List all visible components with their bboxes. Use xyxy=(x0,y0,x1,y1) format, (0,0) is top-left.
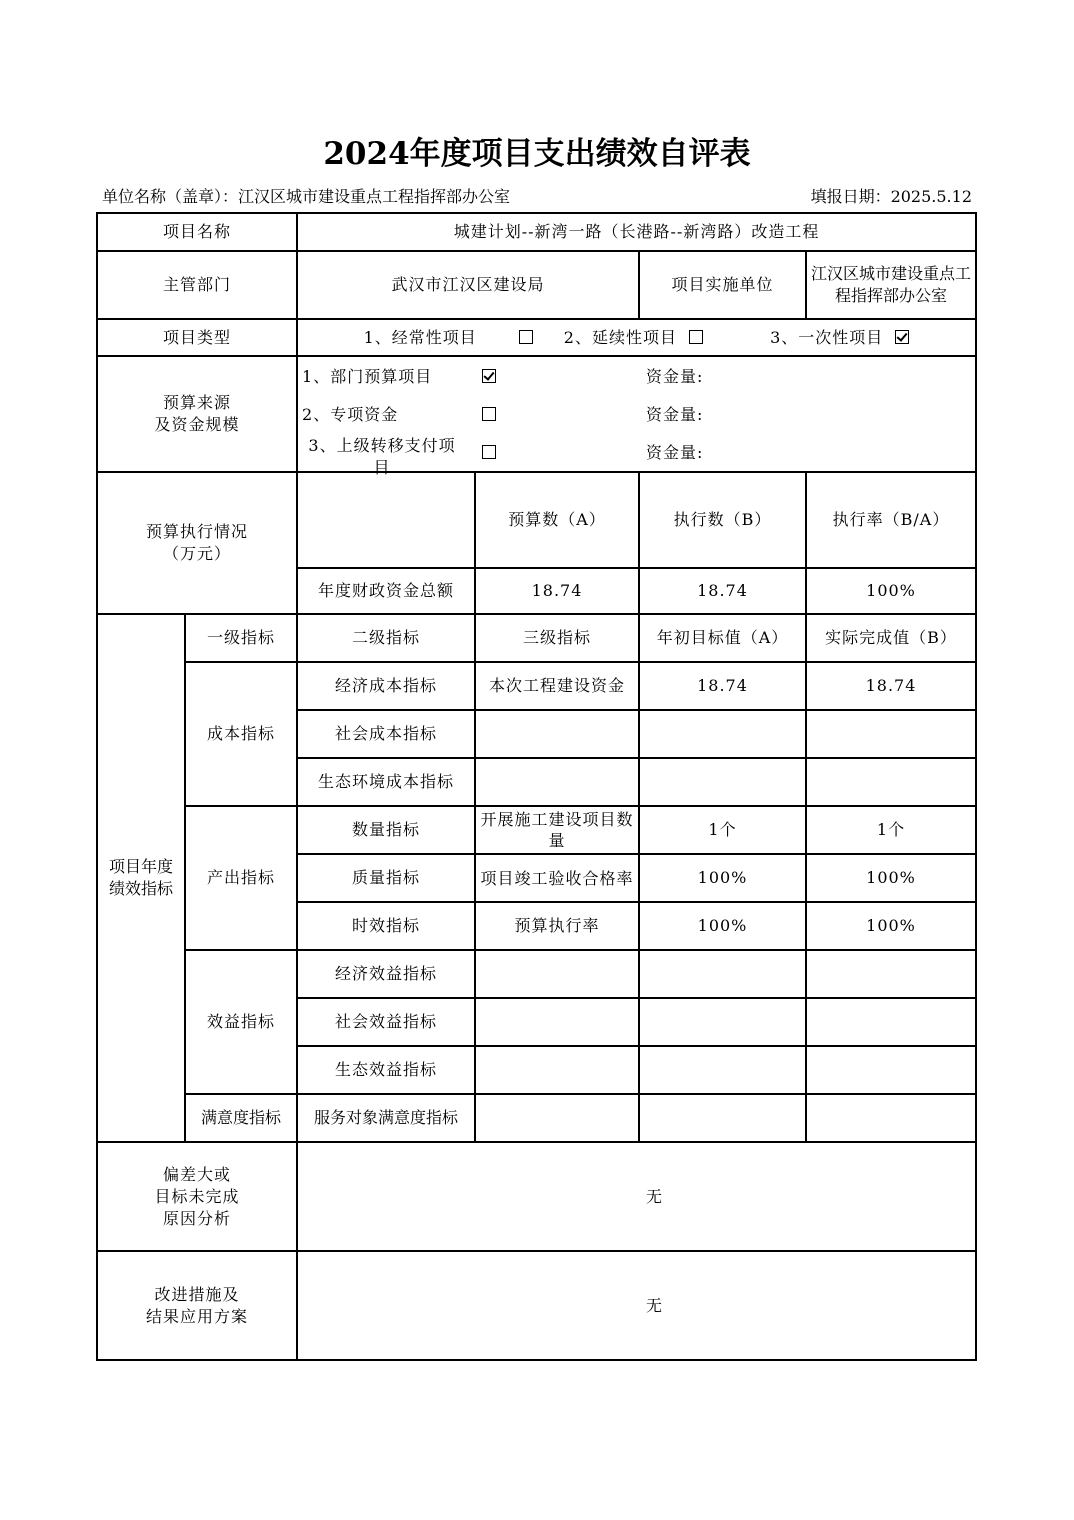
budget-col-b: 执行数（B） xyxy=(639,472,806,568)
funding-item-2: 2、专项资金 xyxy=(302,405,399,424)
budget-corner xyxy=(297,472,475,568)
satisfaction-indicator-label: 满意度指标 xyxy=(185,1094,297,1142)
dept-value: 武汉市江汉区建设局 xyxy=(297,251,639,319)
indicator-actual: 100% xyxy=(806,854,976,902)
benefit-indicator-label: 效益指标 xyxy=(185,950,297,1094)
indicator-l3 xyxy=(475,950,639,998)
indicator-actual xyxy=(806,998,976,1046)
indicator-actual xyxy=(806,1094,976,1142)
checkbox-checked-icon[interactable] xyxy=(895,330,909,344)
checkbox-icon[interactable] xyxy=(482,407,496,421)
indicator-target xyxy=(639,710,806,758)
deviation-label: 偏差大或 目标未完成 原因分析 xyxy=(97,1142,297,1251)
evaluation-table xyxy=(96,212,977,1361)
type-options xyxy=(297,319,976,356)
checkbox-icon[interactable] xyxy=(689,330,703,344)
indicator-actual xyxy=(806,950,976,998)
budget-col-a: 预算数（A） xyxy=(475,472,639,568)
indicator-l3 xyxy=(475,1046,639,1094)
type-option-2 xyxy=(564,327,703,349)
indicator-target: 100% xyxy=(639,854,806,902)
indicator-target: 1个 xyxy=(639,806,806,854)
indicator-l2: 社会效益指标 xyxy=(297,998,475,1046)
fill-date: 填报日期：2025.5.12 xyxy=(810,187,972,206)
improvement-label: 改进措施及 结果应用方案 xyxy=(97,1251,297,1360)
type-label: 项目类型 xyxy=(97,319,297,356)
indicator-target xyxy=(639,1094,806,1142)
budget-row-label: 年度财政资金总额 xyxy=(297,568,475,614)
funding-amount-label: 资金量: xyxy=(646,405,704,424)
indicator-target xyxy=(639,950,806,998)
header-level2: 二级指标 xyxy=(297,614,475,662)
indicator-target xyxy=(639,758,806,806)
indicator-l3: 预算执行率 xyxy=(475,902,639,950)
indicator-l3 xyxy=(475,998,639,1046)
type-option-label: 1、经常性项目 xyxy=(363,327,477,347)
checkbox-icon[interactable] xyxy=(482,445,496,459)
indicator-l2: 时效指标 xyxy=(297,902,475,950)
project-name-label: 项目名称 xyxy=(97,213,297,251)
indicator-l2: 经济效益指标 xyxy=(297,950,475,998)
impl-value: 江汉区城市建设重点工程指挥部办公室 xyxy=(806,251,976,319)
header-actual: 实际完成值（B） xyxy=(806,614,976,662)
cost-indicator-label: 成本指标 xyxy=(185,662,297,806)
header-level1: 一级指标 xyxy=(185,614,297,662)
indicator-actual xyxy=(806,1046,976,1094)
indicator-l2: 生态效益指标 xyxy=(297,1046,475,1094)
header-target: 年初目标值（A） xyxy=(639,614,806,662)
indicator-actual xyxy=(806,710,976,758)
budget-rate: 100% xyxy=(806,568,976,614)
indicator-l3: 项目竣工验收合格率 xyxy=(475,854,639,902)
type-option-3 xyxy=(770,327,909,349)
indicator-actual: 18.74 xyxy=(806,662,976,710)
header-level3: 三级指标 xyxy=(475,614,639,662)
deviation-value: 无 xyxy=(297,1142,976,1251)
indicator-l2: 数量指标 xyxy=(297,806,475,854)
indicator-l2: 社会成本指标 xyxy=(297,710,475,758)
indicator-l3 xyxy=(475,758,639,806)
checkbox-icon[interactable] xyxy=(519,330,533,344)
impl-label: 项目实施单位 xyxy=(639,251,806,319)
indicator-l2: 经济成本指标 xyxy=(297,662,475,710)
indicator-target xyxy=(639,998,806,1046)
budget-a: 18.74 xyxy=(475,568,639,614)
indicator-actual: 100% xyxy=(806,902,976,950)
funding-items xyxy=(297,356,976,477)
indicator-target: 18.74 xyxy=(639,662,806,710)
indicator-target xyxy=(639,1046,806,1094)
funding-item-3: 3、上级转移支付项目 xyxy=(308,436,456,477)
budget-col-rate: 执行率（B/A） xyxy=(806,472,976,568)
budget-label: 预算执行情况 （万元） xyxy=(97,472,297,614)
indicator-actual xyxy=(806,758,976,806)
type-option-label: 3、一次性项目 xyxy=(770,327,884,347)
funding-item-1: 1、部门预算项目 xyxy=(302,367,433,386)
funding-amount-label: 资金量: xyxy=(646,443,704,462)
indicator-l2: 质量指标 xyxy=(297,854,475,902)
budget-b: 18.74 xyxy=(639,568,806,614)
indicator-l3 xyxy=(475,710,639,758)
indicator-l3: 本次工程建设资金 xyxy=(475,662,639,710)
indicator-l3 xyxy=(475,1094,639,1142)
improvement-value: 无 xyxy=(297,1251,976,1360)
indicator-actual: 1个 xyxy=(806,806,976,854)
project-name: 城建计划--新湾一路（长港路--新湾路）改造工程 xyxy=(297,213,976,251)
unit-name: 单位名称（盖章）：江汉区城市建设重点工程指挥部办公室 xyxy=(102,187,511,206)
indicator-l2: 服务对象满意度指标 xyxy=(297,1094,475,1142)
indicator-target: 100% xyxy=(639,902,806,950)
page-title: 2024年度项目支出绩效自评表 xyxy=(323,136,751,172)
indicator-group-label: 项目年度 绩效指标 xyxy=(97,614,185,1142)
type-option-label: 2、延续性项目 xyxy=(563,327,677,347)
type-option-1 xyxy=(364,327,534,349)
indicator-l3: 开展施工建设项目数量 xyxy=(475,806,639,854)
output-indicator-label: 产出指标 xyxy=(185,806,297,950)
checkbox-checked-icon[interactable] xyxy=(482,369,496,383)
funding-amount-label: 资金量: xyxy=(646,367,704,386)
indicator-l2: 生态环境成本指标 xyxy=(297,758,475,806)
dept-label: 主管部门 xyxy=(97,251,297,319)
funding-label: 预算来源 及资金规模 xyxy=(97,356,297,472)
